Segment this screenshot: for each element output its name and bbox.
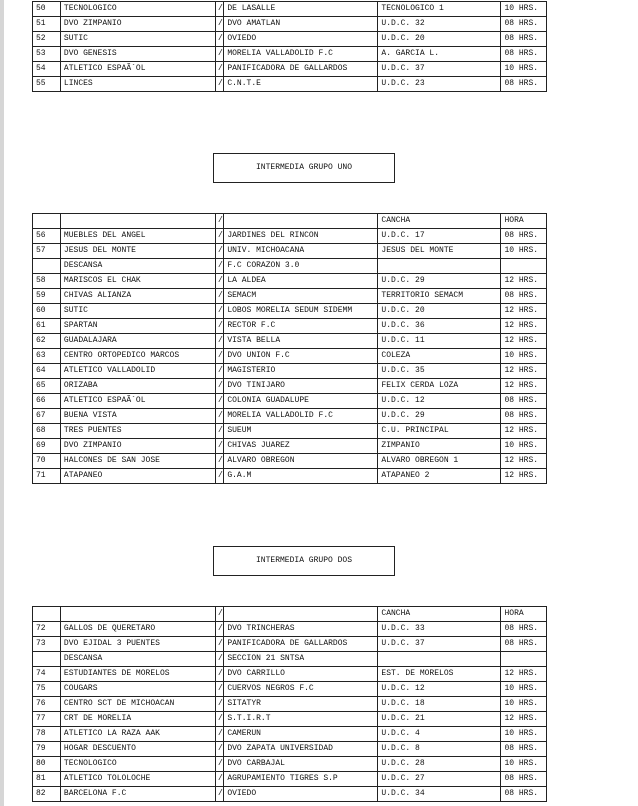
page-margin-bar xyxy=(0,0,4,806)
match-time-cell: 10 HRS. xyxy=(501,757,547,772)
away-team-cell: DE LASALLE xyxy=(224,2,378,17)
match-number-cell xyxy=(33,214,61,229)
table-row xyxy=(33,742,547,757)
table-row xyxy=(33,439,547,454)
match-time-cell: 08 HRS. xyxy=(501,409,547,424)
home-team-cell: DVO ZIMPANIO xyxy=(60,439,215,454)
match-number-cell: 66 xyxy=(33,394,61,409)
match-number-cell: 58 xyxy=(33,274,61,289)
home-team-cell: SPARTAN xyxy=(60,319,215,334)
match-time-cell: 12 HRS. xyxy=(501,454,547,469)
separator-cell: / xyxy=(216,409,224,424)
separator-cell: / xyxy=(216,274,224,289)
match-time-cell: 12 HRS. xyxy=(501,424,547,439)
table-row xyxy=(33,349,547,364)
away-team-cell: DVO AMATLAN xyxy=(224,17,378,32)
home-team-cell xyxy=(60,607,215,622)
home-team-cell: SUTIC xyxy=(60,32,215,47)
home-team-cell: MUEBLES DEL ANGEL xyxy=(60,229,215,244)
match-time-cell: 12 HRS. xyxy=(501,274,547,289)
separator-cell: / xyxy=(216,319,224,334)
match-time-cell: 12 HRS. xyxy=(501,667,547,682)
separator-cell: / xyxy=(216,214,224,229)
away-team-cell: PANIFICADORA DE GALLARDOS xyxy=(224,62,378,77)
away-team-cell: AGRUPAMIENTO TIGRES S.P xyxy=(224,772,378,787)
separator-cell: / xyxy=(216,622,224,637)
table-row xyxy=(33,682,547,697)
match-number-cell: 65 xyxy=(33,379,61,394)
away-team-cell: DVO CARBAJAL xyxy=(224,757,378,772)
away-team-cell: DVO TRINCHERAS xyxy=(224,622,378,637)
match-number-cell xyxy=(33,259,61,274)
match-number-cell: 71 xyxy=(33,469,61,484)
separator-cell: / xyxy=(216,439,224,454)
home-team-cell: ATAPANEO xyxy=(60,469,215,484)
away-team-cell: LOBOS MORELIA SEDUM SIDEMM xyxy=(224,304,378,319)
match-time-cell: 08 HRS. xyxy=(501,32,547,47)
away-team-cell: CHIVAS JUAREZ xyxy=(224,439,378,454)
schedule-table-continued xyxy=(32,1,547,92)
away-team-cell: DVO ZAPATA UNIVERSIDAD xyxy=(224,742,378,757)
away-team-cell: S.T.I.R.T xyxy=(224,712,378,727)
home-team-cell: ATLETICO LA RAZA AAK xyxy=(60,727,215,742)
table-row xyxy=(33,244,547,259)
separator-cell: / xyxy=(216,2,224,17)
match-time-cell: 10 HRS. xyxy=(501,682,547,697)
away-team-cell: LA ALDEA xyxy=(224,274,378,289)
home-team-cell: HALCONES DE SAN JOSE xyxy=(60,454,215,469)
field-name-cell: ALVARO OBREGON 1 xyxy=(378,454,501,469)
table-row xyxy=(33,424,547,439)
table-row xyxy=(33,77,547,92)
match-time-cell: 12 HRS. xyxy=(501,334,547,349)
home-team-cell: BUENA VISTA xyxy=(60,409,215,424)
separator-cell: / xyxy=(216,712,224,727)
match-number-cell: 54 xyxy=(33,62,61,77)
table-row xyxy=(33,667,547,682)
separator-cell: / xyxy=(216,667,224,682)
match-number-cell: 60 xyxy=(33,304,61,319)
table-row xyxy=(33,304,547,319)
table-row xyxy=(33,727,547,742)
home-team-cell: HOGAR DESCUENTO xyxy=(60,742,215,757)
table-row xyxy=(33,652,547,667)
match-time-cell: 08 HRS. xyxy=(501,637,547,652)
field-name-cell: U.D.C. 36 xyxy=(378,319,501,334)
away-team-cell: RECTOR F.C xyxy=(224,319,378,334)
match-time-cell: 10 HRS. xyxy=(501,727,547,742)
match-time-cell: 08 HRS. xyxy=(501,289,547,304)
match-number-cell: 69 xyxy=(33,439,61,454)
away-team-cell: SECCION 21 SNTSA xyxy=(224,652,378,667)
table-row xyxy=(33,334,547,349)
separator-cell: / xyxy=(216,424,224,439)
match-time-cell: 08 HRS. xyxy=(501,772,547,787)
match-time-cell: 10 HRS. xyxy=(501,439,547,454)
away-team-cell: DVO CARRILLO xyxy=(224,667,378,682)
home-team-cell: ORIZABA xyxy=(60,379,215,394)
match-time-cell: 10 HRS. xyxy=(501,2,547,17)
home-team-cell xyxy=(60,214,215,229)
away-team-cell: CUERVOS NEGROS F.C xyxy=(224,682,378,697)
field-name-cell: U.D.C. 18 xyxy=(378,697,501,712)
match-number-cell: 75 xyxy=(33,682,61,697)
table-row xyxy=(33,454,547,469)
table-row xyxy=(33,289,547,304)
match-number-cell xyxy=(33,652,61,667)
match-number-cell: 59 xyxy=(33,289,61,304)
away-team-cell xyxy=(224,607,378,622)
field-name-cell: C.U. PRINCIPAL xyxy=(378,424,501,439)
separator-cell: / xyxy=(216,787,224,802)
match-time-cell: 08 HRS. xyxy=(501,77,547,92)
match-time-cell: 12 HRS. xyxy=(501,379,547,394)
table-row xyxy=(33,47,547,62)
away-team-cell: MORELIA VALLADOLID F.C xyxy=(224,409,378,424)
away-team-cell: COLONIA GUADALUPE xyxy=(224,394,378,409)
field-name-cell: U.D.C. 17 xyxy=(378,229,501,244)
match-number-cell: 80 xyxy=(33,757,61,772)
group-two-title: INTERMEDIA GRUPO DOS xyxy=(213,546,395,576)
table-row xyxy=(33,379,547,394)
match-number-cell: 63 xyxy=(33,349,61,364)
separator-cell: / xyxy=(216,697,224,712)
field-name-cell: ATAPANEO 2 xyxy=(378,469,501,484)
group-one-table xyxy=(32,213,547,484)
match-time-cell xyxy=(501,652,547,667)
away-team-cell: OVIEDO xyxy=(224,787,378,802)
table-row xyxy=(33,469,547,484)
match-time-cell: 10 HRS. xyxy=(501,697,547,712)
separator-cell: / xyxy=(216,77,224,92)
match-number-cell: 55 xyxy=(33,77,61,92)
home-team-cell: ATLETICO VALLADOLID xyxy=(60,364,215,379)
home-team-cell: ATLETICO TOLOLOCHE xyxy=(60,772,215,787)
separator-cell: / xyxy=(216,652,224,667)
field-name-cell: U.D.C. 33 xyxy=(378,622,501,637)
match-time-cell: 12 HRS. xyxy=(501,364,547,379)
match-time-cell: 08 HRS. xyxy=(501,394,547,409)
field-name-cell: FELIX CERDA LOZA xyxy=(378,379,501,394)
home-team-cell: BARCELONA F.C xyxy=(60,787,215,802)
match-number-cell: 82 xyxy=(33,787,61,802)
table-row xyxy=(33,757,547,772)
field-name-cell: U.D.C. 23 xyxy=(378,77,501,92)
field-name-cell: U.D.C. 35 xyxy=(378,364,501,379)
home-team-cell: GUADALAJARA xyxy=(60,334,215,349)
home-team-cell: SUTIC xyxy=(60,304,215,319)
table-row xyxy=(33,229,547,244)
match-number-cell: 61 xyxy=(33,319,61,334)
table-row xyxy=(33,319,547,334)
match-number-cell: 50 xyxy=(33,2,61,17)
field-name-cell: COLEZA xyxy=(378,349,501,364)
field-name-cell: U.D.C. 20 xyxy=(378,304,501,319)
away-team-cell: DVO UNION F.C xyxy=(224,349,378,364)
table-row xyxy=(33,787,547,802)
field-name-cell: U.D.C. 37 xyxy=(378,637,501,652)
match-time-cell: 08 HRS. xyxy=(501,787,547,802)
match-number-cell: 56 xyxy=(33,229,61,244)
home-team-cell: GALLOS DE QUERETARO xyxy=(60,622,215,637)
away-team-cell: MAGISTERIO xyxy=(224,364,378,379)
home-team-cell: DESCANSA xyxy=(60,652,215,667)
away-team-cell: ALVARO OBREGON xyxy=(224,454,378,469)
table-row xyxy=(33,274,547,289)
separator-cell: / xyxy=(216,47,224,62)
field-name-cell: U.D.C. 20 xyxy=(378,32,501,47)
table-row xyxy=(33,62,547,77)
separator-cell: / xyxy=(216,394,224,409)
field-name-cell: U.D.C. 32 xyxy=(378,17,501,32)
table-row xyxy=(33,394,547,409)
away-team-cell: G.A.M xyxy=(224,469,378,484)
field-name-cell: U.D.C. 12 xyxy=(378,682,501,697)
match-number-cell: 81 xyxy=(33,772,61,787)
home-team-cell: DVO EJIDAL 3 PUENTES xyxy=(60,637,215,652)
match-time-cell: 08 HRS. xyxy=(501,17,547,32)
home-team-cell: CENTRO ORTOPEDICO MARCOS xyxy=(60,349,215,364)
field-name-cell: U.D.C. 12 xyxy=(378,394,501,409)
separator-cell: / xyxy=(216,364,224,379)
field-name-cell: U.D.C. 27 xyxy=(378,772,501,787)
match-number-cell: 52 xyxy=(33,32,61,47)
match-time-cell: 12 HRS. xyxy=(501,319,547,334)
separator-cell: / xyxy=(216,757,224,772)
home-team-cell: CRT DE MORELIA xyxy=(60,712,215,727)
match-time-cell: 08 HRS. xyxy=(501,622,547,637)
match-time-cell: 10 HRS. xyxy=(501,244,547,259)
table-row xyxy=(33,259,547,274)
home-team-cell: CHIVAS ALIANZA xyxy=(60,289,215,304)
match-time-cell: HORA xyxy=(501,607,547,622)
separator-cell: / xyxy=(216,379,224,394)
table-row xyxy=(33,697,547,712)
separator-cell: / xyxy=(216,334,224,349)
match-time-cell: 08 HRS. xyxy=(501,47,547,62)
home-team-cell: TECNOLOGICO xyxy=(60,2,215,17)
table-row xyxy=(33,32,547,47)
match-time-cell: 10 HRS. xyxy=(501,62,547,77)
home-team-cell: DVO GENESIS xyxy=(60,47,215,62)
match-number-cell: 70 xyxy=(33,454,61,469)
table-row xyxy=(33,622,547,637)
field-name-cell: U.D.C. 4 xyxy=(378,727,501,742)
match-number-cell: 67 xyxy=(33,409,61,424)
separator-cell: / xyxy=(216,229,224,244)
home-team-cell: JESUS DEL MONTE xyxy=(60,244,215,259)
table-row xyxy=(33,17,547,32)
home-team-cell: DESCANSA xyxy=(60,259,215,274)
away-team-cell: DVO TINIJARO xyxy=(224,379,378,394)
away-team-cell: SITATYR xyxy=(224,697,378,712)
home-team-cell: ATLETICO ESPAÃ`OL xyxy=(60,62,215,77)
home-team-cell: CENTRO SCT DE MICHOACAN xyxy=(60,697,215,712)
away-team-cell: SEMACM xyxy=(224,289,378,304)
separator-cell: / xyxy=(216,469,224,484)
match-time-cell: 08 HRS. xyxy=(501,229,547,244)
home-team-cell: MARISCOS EL CHAK xyxy=(60,274,215,289)
field-name-cell: U.D.C. 8 xyxy=(378,742,501,757)
match-number-cell: 68 xyxy=(33,424,61,439)
field-name-cell: EST. DE MORELOS xyxy=(378,667,501,682)
separator-cell: / xyxy=(216,259,224,274)
match-time-cell: 12 HRS. xyxy=(501,712,547,727)
table-row xyxy=(33,2,547,17)
home-team-cell: DVO ZIMPANIO xyxy=(60,17,215,32)
field-name-cell: U.D.C. 28 xyxy=(378,757,501,772)
group-one-title: INTERMEDIA GRUPO UNO xyxy=(213,153,395,183)
table-row xyxy=(33,712,547,727)
separator-cell: / xyxy=(216,62,224,77)
separator-cell: / xyxy=(216,637,224,652)
match-number-cell: 57 xyxy=(33,244,61,259)
separator-cell: / xyxy=(216,32,224,47)
table-header-row xyxy=(33,607,547,622)
field-name-cell: U.D.C. 37 xyxy=(378,62,501,77)
table-row xyxy=(33,409,547,424)
away-team-cell: JARDINES DEL RINCON xyxy=(224,229,378,244)
table-row xyxy=(33,364,547,379)
separator-cell: / xyxy=(216,289,224,304)
field-name-cell: CANCHA xyxy=(378,214,501,229)
away-team-cell: CAMERUN xyxy=(224,727,378,742)
match-number-cell: 73 xyxy=(33,637,61,652)
match-number-cell: 77 xyxy=(33,712,61,727)
away-team-cell xyxy=(224,214,378,229)
separator-cell: / xyxy=(216,349,224,364)
home-team-cell: COUGARS xyxy=(60,682,215,697)
field-name-cell: TECNOLOGICO 1 xyxy=(378,2,501,17)
field-name-cell: CANCHA xyxy=(378,607,501,622)
match-time-cell: 08 HRS. xyxy=(501,742,547,757)
away-team-cell: OVIEDO xyxy=(224,32,378,47)
field-name-cell: U.D.C. 11 xyxy=(378,334,501,349)
field-name-cell: U.D.C. 29 xyxy=(378,409,501,424)
match-time-cell: 10 HRS. xyxy=(501,349,547,364)
separator-cell: / xyxy=(216,772,224,787)
field-name-cell: TERRITORIO SEMACM xyxy=(378,289,501,304)
field-name-cell: U.D.C. 21 xyxy=(378,712,501,727)
home-team-cell: ATLETICO ESPAÃ`OL xyxy=(60,394,215,409)
match-number-cell: 64 xyxy=(33,364,61,379)
home-team-cell: ESTUDIANTES DE MORELOS xyxy=(60,667,215,682)
home-team-cell: TECNOLOGICO xyxy=(60,757,215,772)
match-time-cell: 12 HRS. xyxy=(501,469,547,484)
group-two-table xyxy=(32,606,547,802)
table-row xyxy=(33,772,547,787)
home-team-cell: TRES PUENTES xyxy=(60,424,215,439)
separator-cell: / xyxy=(216,17,224,32)
away-team-cell: VISTA BELLA xyxy=(224,334,378,349)
field-name-cell: ZIMPANIO xyxy=(378,439,501,454)
match-number-cell: 72 xyxy=(33,622,61,637)
home-team-cell: LINCES xyxy=(60,77,215,92)
field-name-cell: U.D.C. 29 xyxy=(378,274,501,289)
field-name-cell: A. GARCIA L. xyxy=(378,47,501,62)
match-number-cell: 78 xyxy=(33,727,61,742)
match-number-cell: 62 xyxy=(33,334,61,349)
match-time-cell: 12 HRS. xyxy=(501,304,547,319)
away-team-cell: PANIFICADORA DE GALLARDOS xyxy=(224,637,378,652)
away-team-cell: SUEUM xyxy=(224,424,378,439)
separator-cell: / xyxy=(216,304,224,319)
field-name-cell: JESUS DEL MONTE xyxy=(378,244,501,259)
separator-cell: / xyxy=(216,727,224,742)
separator-cell: / xyxy=(216,682,224,697)
separator-cell: / xyxy=(216,244,224,259)
separator-cell: / xyxy=(216,742,224,757)
match-number-cell: 74 xyxy=(33,667,61,682)
table-header-row xyxy=(33,214,547,229)
away-team-cell: MORELIA VALLADOLID F.C xyxy=(224,47,378,62)
field-name-cell xyxy=(378,259,501,274)
match-number-cell xyxy=(33,607,61,622)
field-name-cell xyxy=(378,652,501,667)
separator-cell: / xyxy=(216,454,224,469)
match-number-cell: 79 xyxy=(33,742,61,757)
match-number-cell: 53 xyxy=(33,47,61,62)
away-team-cell: F.C CORAZON 3.0 xyxy=(224,259,378,274)
match-time-cell: HORA xyxy=(501,214,547,229)
field-name-cell: U.D.C. 34 xyxy=(378,787,501,802)
match-number-cell: 51 xyxy=(33,17,61,32)
match-number-cell: 76 xyxy=(33,697,61,712)
away-team-cell: UNIV. MICHOACANA xyxy=(224,244,378,259)
away-team-cell: C.N.T.E xyxy=(224,77,378,92)
separator-cell: / xyxy=(216,607,224,622)
match-time-cell xyxy=(501,259,547,274)
table-row xyxy=(33,637,547,652)
